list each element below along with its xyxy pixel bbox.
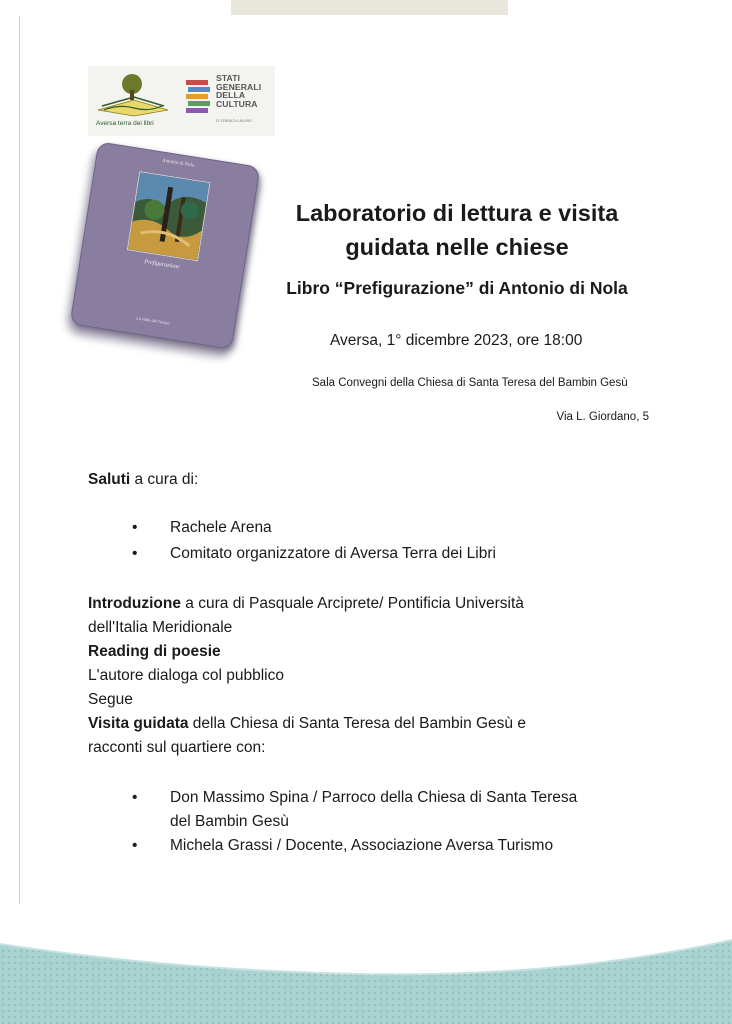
introduzione-line-2: dell'Italia Meridionale [88, 619, 233, 636]
book-cover-painting [127, 171, 211, 261]
dialog-line: L'autore dialoga col pubblico [88, 667, 284, 684]
stati-generali-wordmark: STATI GENERALI DELLA CULTURA [216, 73, 262, 109]
event-address: Via L. Giordano, 5 [556, 411, 649, 423]
introduzione-label: Introduzione [88, 595, 181, 612]
visita-label: Visita guidata [88, 715, 189, 732]
bullet: • [132, 837, 138, 854]
saluti-label: Saluti [88, 471, 131, 488]
aversa-logo-label: Aversa terra dei libri [96, 120, 154, 127]
book-cover [70, 141, 261, 349]
reading-heading: Reading di poesie [88, 643, 221, 660]
event-datetime: Aversa, 1° dicembre 2023, ore 18:00 [330, 332, 583, 349]
top-strip [231, 0, 508, 15]
visita-line: Visita guidata della Chiesa di Santa Teresa del Bambin Gesù e [88, 715, 526, 732]
page-edge-rule [19, 16, 20, 904]
stati-generali-sub: DI TERRA DI LAVORO [216, 119, 252, 123]
bullet: • [132, 789, 138, 806]
event-venue: Sala Convegni della Chiesa di Santa Teresa del Bambin Gesù [312, 377, 628, 389]
bullet: • [132, 545, 138, 562]
book-title: Prefigurazione [143, 258, 181, 271]
logos-banner [88, 66, 275, 136]
stati-generali-logo [184, 74, 272, 130]
bullet: • [132, 519, 138, 536]
book-publisher: La Valle del Tempo [136, 315, 171, 326]
bottom-wave-decoration [0, 900, 732, 1024]
segue-line: Segue [88, 691, 133, 708]
introduzione-line: Introduzione a cura di Pasquale Arciprete/ Pontificia Università [88, 595, 524, 612]
visita-line-2: racconti sul quartiere con: [88, 739, 266, 756]
book-author: Antonio di Nola [161, 158, 195, 169]
event-title: Laboratorio di lettura e visita guidata nelle chiese [295, 200, 619, 260]
saluti-line: Saluti a cura di: [88, 471, 199, 488]
event-subtitle: Libro “Prefigurazione” di Antonio di Nola [286, 278, 628, 298]
aversa-terra-dei-libri-logo [94, 70, 172, 132]
